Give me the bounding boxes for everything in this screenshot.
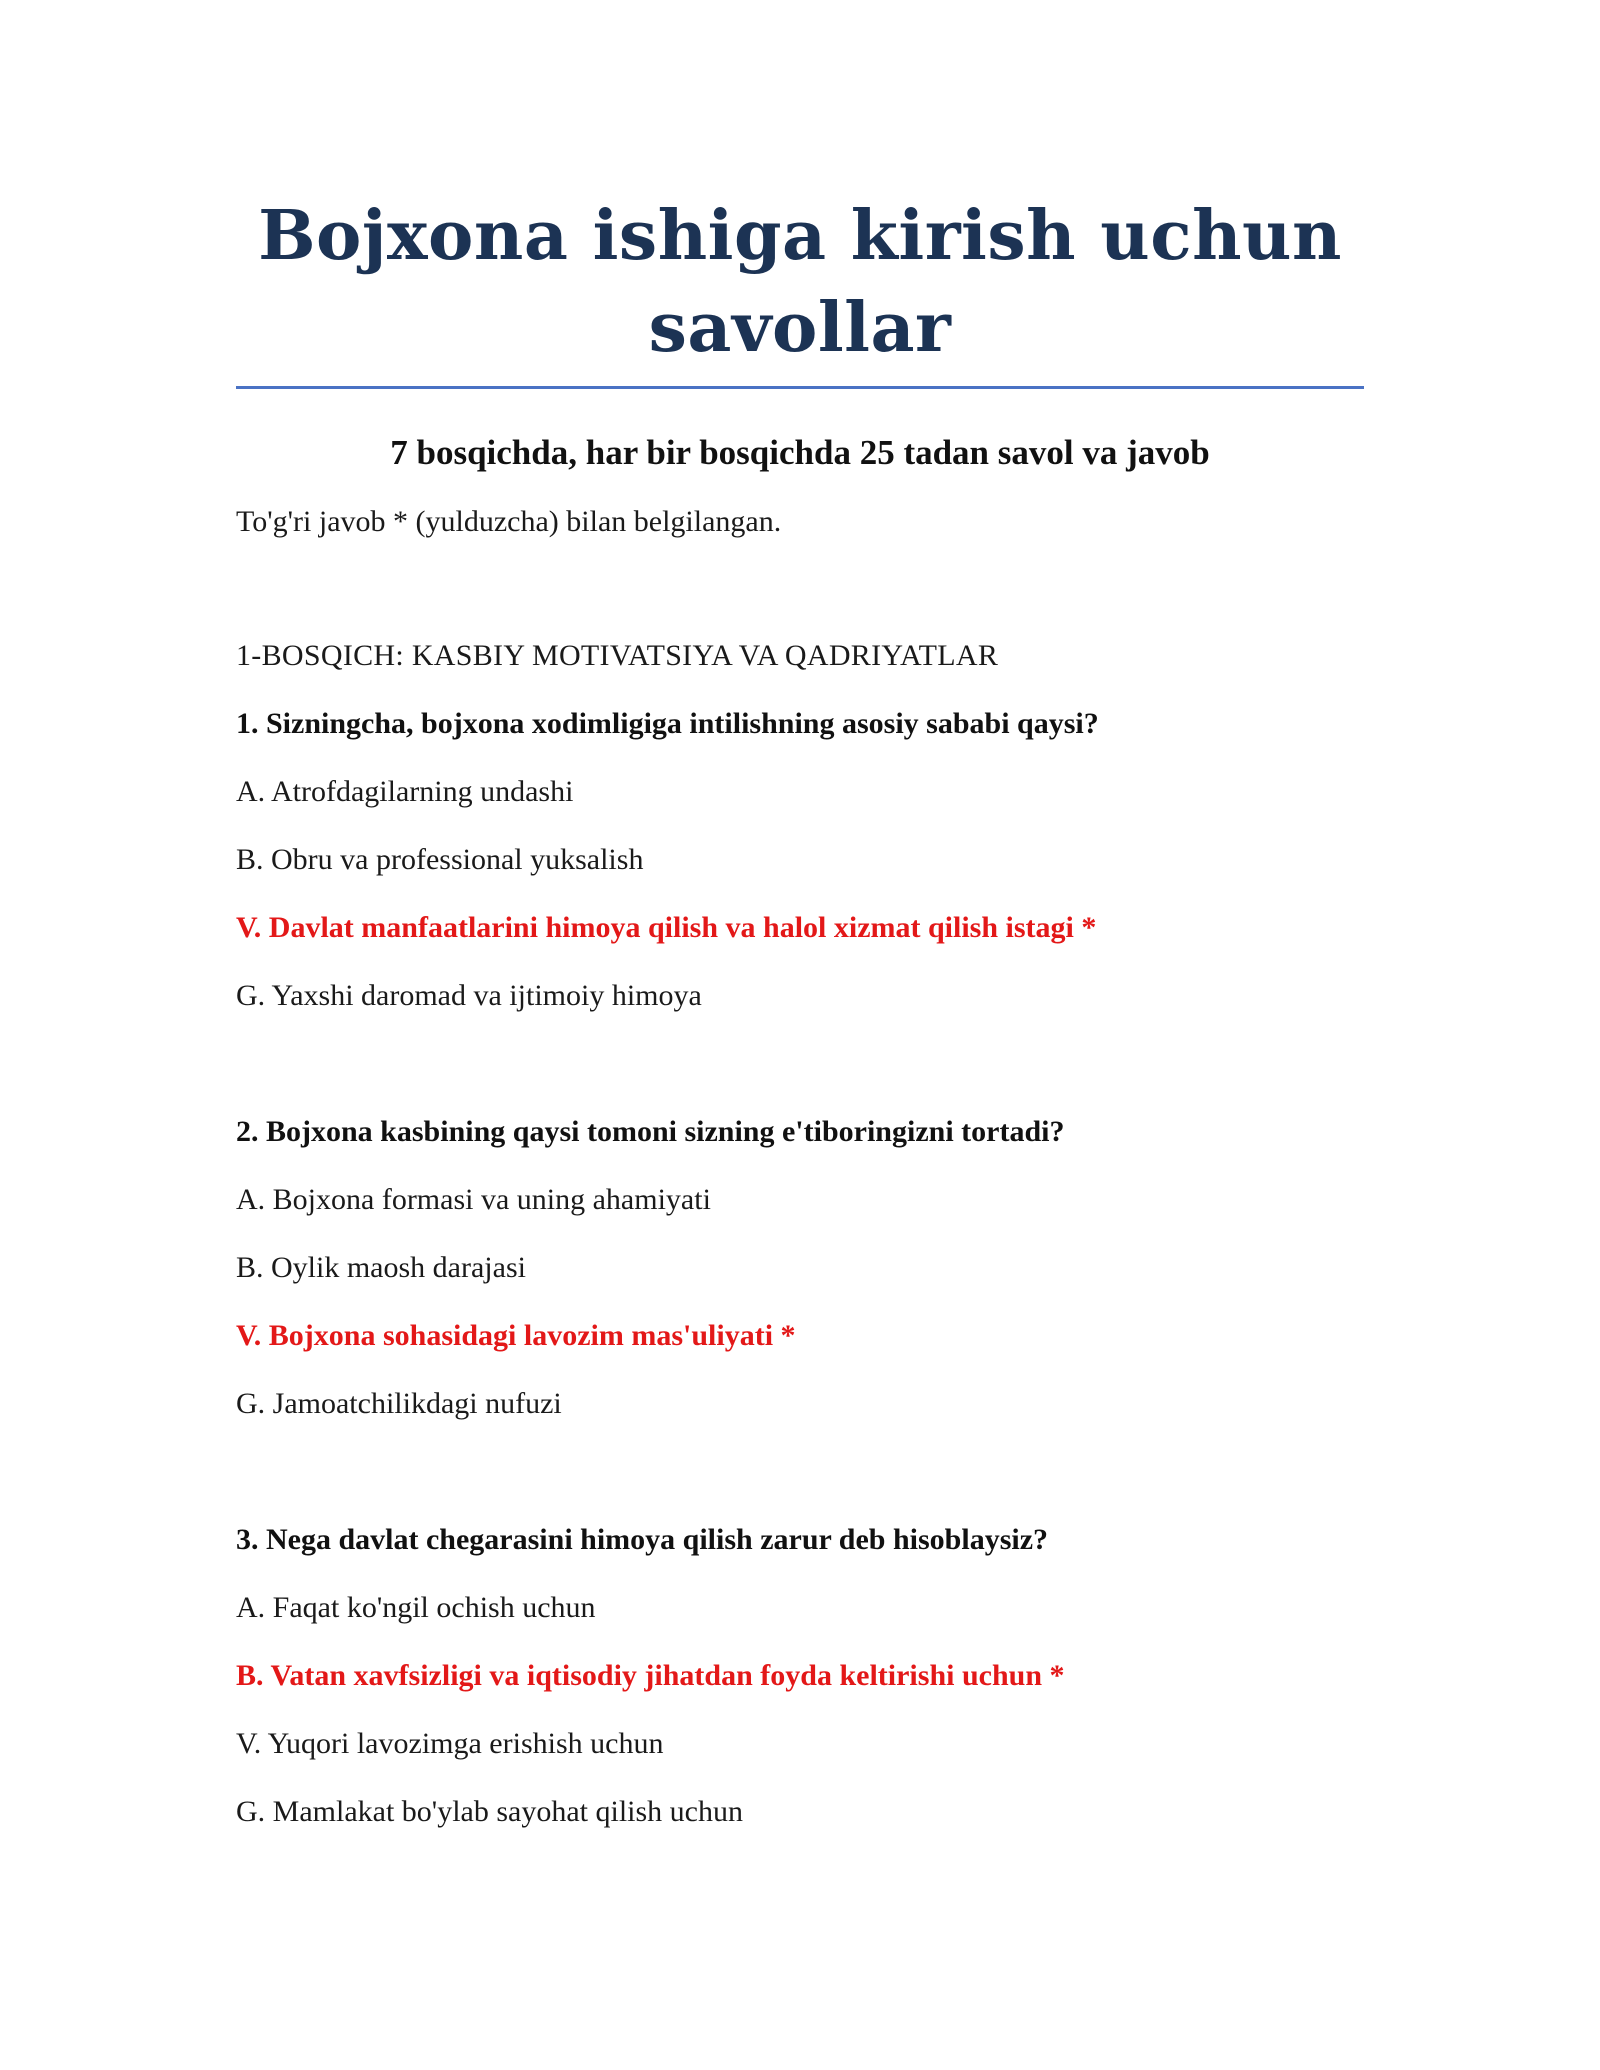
answer-option-b: B. Oylik maosh darajasi	[236, 1251, 526, 1284]
correct-answer-option-b: B. Vatan xavfsizligi va iqtisodiy jihatdan foyda keltirishi uchun *	[236, 1659, 1065, 1692]
document-title: Bojxona ishiga kirish uchun savollar	[258, 196, 1342, 368]
document-subtitle: 7 bosqichda, har bir bosqichda 25 tadan savol va javob	[390, 433, 1210, 472]
document-page	[236, 190, 1364, 1831]
answer-option-a: A. Faqat ko'ngil ochish uchun	[236, 1591, 596, 1624]
question-text: 3. Nega davlat chegarasini himoya qilish zarur deb hisoblaysiz?	[236, 1523, 1049, 1556]
question-text: 1. Sizningcha, bojxona xodimligiga intilishning asosiy sababi qaysi?	[236, 707, 1099, 740]
correct-answer-option-v: V. Bojxona sohasidagi lavozim mas'uliyati *	[236, 1319, 796, 1352]
correct-answer-option-v: V. Davlat manfaatlarini himoya qilish va halol xizmat qilish istagi *	[236, 911, 1097, 944]
answer-option-g: G. Mamlakat bo'ylab sayohat qilish uchun	[236, 1795, 743, 1828]
section-heading: 1-BOSQICH: KASBIY MOTIVATSIYA VA QADRIYATLAR	[236, 639, 999, 672]
answer-key-note: To'g'ri javob * (yulduzcha) bilan belgilangan.	[236, 505, 782, 538]
answer-option-a: A. Atrofdagilarning undashi	[236, 775, 574, 808]
question-block-3	[236, 1521, 1364, 1831]
question-block-1	[236, 705, 1364, 1015]
answer-option-g: G. Jamoatchilikdagi nufuzi	[236, 1387, 562, 1420]
question-block-2	[236, 1113, 1364, 1423]
answer-option-v: V. Yuqori lavozimga erishish uchun	[236, 1727, 664, 1760]
title-underline	[236, 386, 1364, 389]
answer-option-a: A. Bojxona formasi va uning ahamiyati	[236, 1183, 711, 1216]
answer-option-g: G. Yaxshi daromad va ijtimoiy himoya	[236, 979, 702, 1012]
question-text: 2. Bojxona kasbining qaysi tomoni sizning e'tiboringizni tortadi?	[236, 1115, 1065, 1148]
answer-option-b: B. Obru va professional yuksalish	[236, 843, 644, 876]
